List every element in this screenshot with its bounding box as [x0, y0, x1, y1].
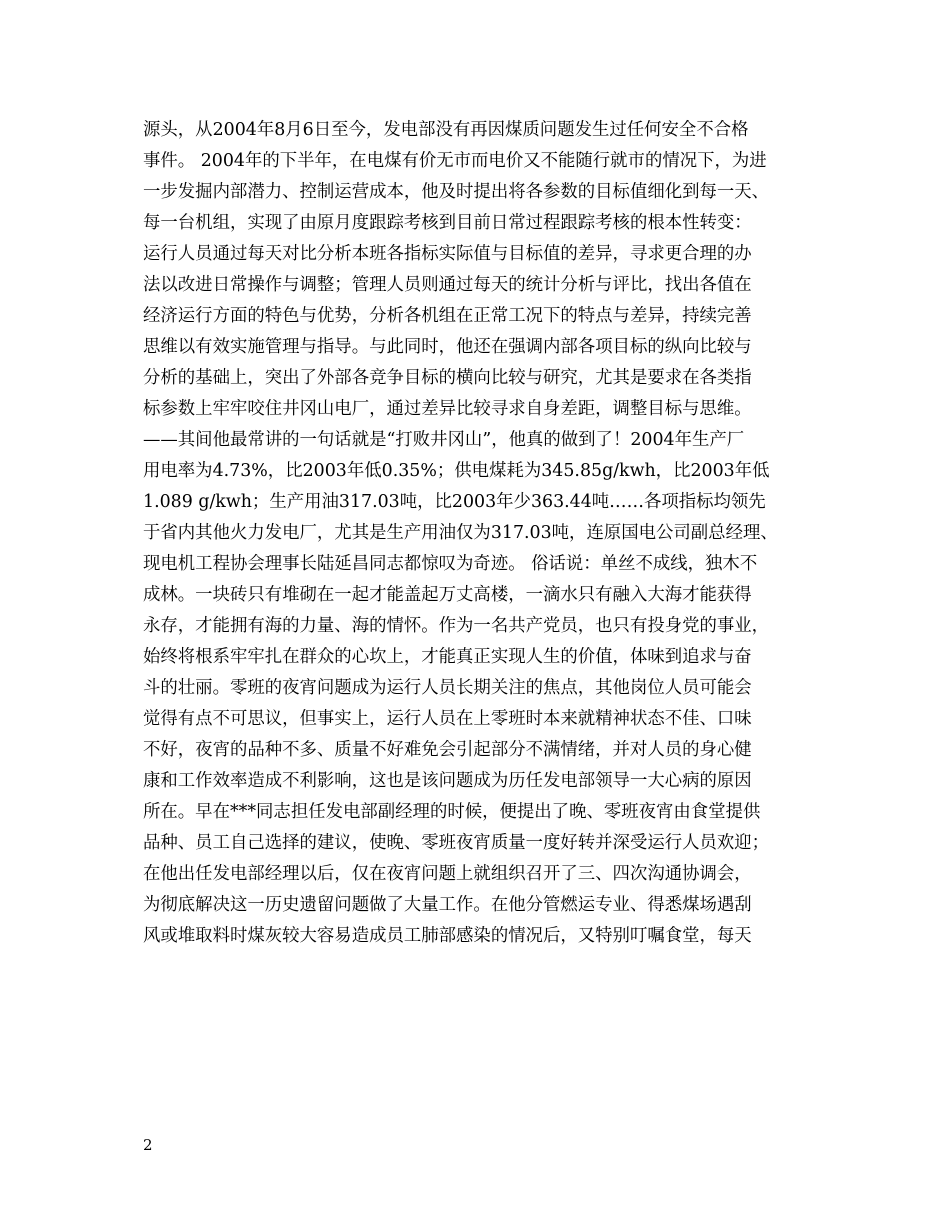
page-number: 2: [143, 1136, 153, 1154]
text-line: 每一台机组，实现了由原月度跟踪考核到目前日常过程跟踪考核的根本性转变：: [143, 213, 752, 233]
text-line: 源头，从2004年8月6日至今，发电部没有再因煤质问题发生过任何安全不合格: [143, 120, 749, 140]
text-line: 1.089 g/kwh；生产用油317.03吨，比2003年少363.44吨……各项指标均领先: [143, 492, 766, 512]
text-line: 品种、员工自己选择的建议，使晚、零班夜宵质量一度好转并深受运行人员欢迎；: [143, 833, 770, 853]
text-line: 运行人员通过每天对比分析本班各指标实际值与目标值的差异，寻求更合理的办: [143, 244, 752, 264]
text-line: 始终将根系牢牢扎在群众的心坎上，才能真正实现人生的价值，体味到追求与奋: [143, 647, 752, 667]
text-line: 于省内其他火力发电厂，尤其是生产用油仅为317.03吨，连原国电公司副总经理、: [143, 523, 778, 543]
text-line: 标参数上牢牢咬住井冈山电厂，通过差异比较寻求自身差距，调整目标与思维。: [143, 399, 752, 419]
body-text: [143, 115, 823, 952]
text-line: ——其间他最常讲的一句话就是“打败井冈山”，他真的做到了！2004年生产厂: [143, 430, 745, 450]
text-line: 思维以有效实施管理与指导。与此同时，他还在强调内部各项目标的纵向比较与: [143, 337, 752, 357]
text-line: 斗的壮丽。零班的夜宵问题成为运行人员长期关注的焦点，其他岗位人员可能会: [143, 678, 752, 698]
text-line: 一步发掘内部潜力、控制运营成本，他及时提出将各参数的目标值细化到每一天、: [143, 182, 770, 202]
text-line: 风或堆取料时煤灰较大容易造成员工肺部感染的情况后，又特别叮嘱食堂，每天: [143, 926, 752, 946]
text-line: 用电率为4.73%，比2003年低0.35%；供电煤耗为345.85g/kwh，比2003年低: [143, 461, 770, 481]
text-line: 事件。 2004年的下半年，在电煤有价无市而电价又不能随行就市的情况下，为进: [143, 151, 767, 171]
text-line: 分析的基础上，突出了外部各竞争目标的横向比较与研究，尤其是要求在各类指: [143, 368, 752, 388]
text-line: 在他出任发电部经理以后，仅在夜宵问题上就组织召开了三、四次沟通协调会，: [143, 864, 752, 884]
text-line: 觉得有点不可思议，但事实上，运行人员在上零班时本来就精神状态不佳、口味: [143, 709, 752, 729]
text-line: 成林。一块砖只有堆砌在一起才能盖起万丈高楼，一滴水只有融入大海才能获得: [143, 585, 752, 605]
text-line: 所在。早在***同志担任发电部副经理的时候，便提出了晚、零班夜宵由食堂提供: [143, 802, 761, 822]
text-line: 为彻底解决这一历史遗留问题做了大量工作。在他分管燃运专业、得悉煤场遇刮: [143, 895, 752, 915]
text-line: 康和工作效率造成不利影响，这也是该问题成为历任发电部领导一大心病的原因: [143, 771, 752, 791]
text-line: 法以改进日常操作与调整；管理人员则通过每天的统计分析与评比，找出各值在: [143, 275, 752, 295]
text-line: 经济运行方面的特色与优势，分析各机组在正常工况下的特点与差异，持续完善: [143, 306, 752, 326]
text-line: 现电机工程协会理事长陆延昌同志都惊叹为奇迹。 俗话说：单丝不成线，独木不: [143, 554, 758, 574]
text-line: 不好，夜宵的品种不多、质量不好难免会引起部分不满情绪，并对人员的身心健: [143, 740, 752, 760]
text-line: 永存，才能拥有海的力量、海的情怀。作为一名共产党员，也只有投身党的事业，: [143, 616, 770, 636]
